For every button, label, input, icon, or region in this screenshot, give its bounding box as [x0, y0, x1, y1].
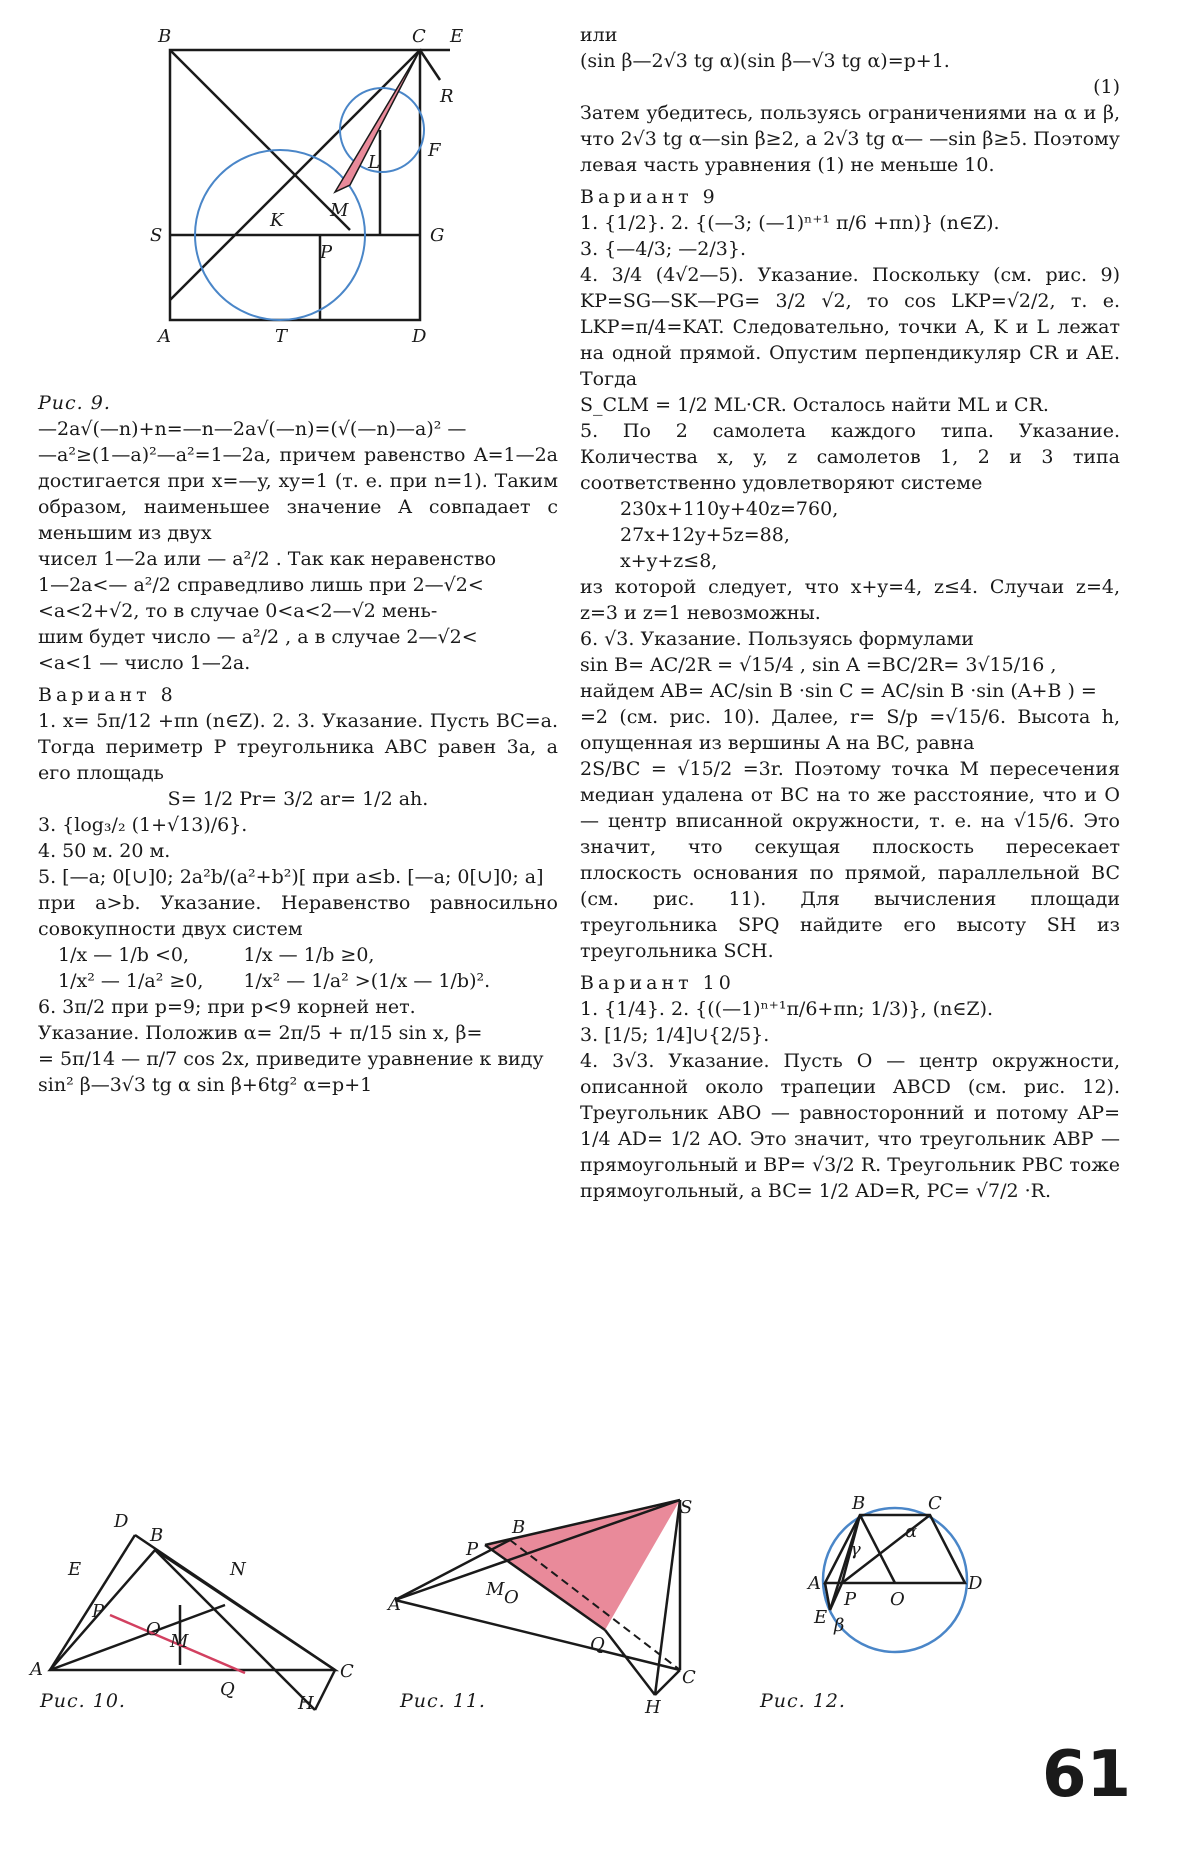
v9-item-1: 1. {1/2}. 2. {(—3; (—1)ⁿ⁺¹ π/6 +πn)} (n∈Z). [580, 212, 1000, 234]
v8-item-6c: = 5π/14 — π/7 cos 2x, приведите уравнение к виду [38, 1048, 544, 1070]
right-text-2: Затем убедитесь, пользуясь ограничениями на α и β, что 2√3 tg α—sin β≥2, а 2√3 tg α— —sin β≥5. Поэтому левая часть уравнения (1) не меньше 10. [580, 102, 1120, 176]
left-text-4: 1—2a<— a²/2 справедливо лишь при 2—√2< [38, 574, 484, 596]
fig9-label-G: G [430, 225, 445, 246]
v9-item-6b: sin B= AC/2R = √15/4 , sin A =BC/2R= 3√15/16 , [580, 654, 1057, 676]
fig11-caption: Рис. 11. [400, 1690, 486, 1712]
fig12-label-A: A [808, 1573, 821, 1594]
fig10-label-M: M [170, 1631, 189, 1652]
v10-item-1: 1. {1/4}. 2. {((—1)ⁿ⁺¹π/6+πn; 1/3)}, (n∈Z). [580, 998, 994, 1020]
right-text-1: или [580, 24, 618, 46]
fig12-label-alpha: α [905, 1521, 918, 1542]
variant-8-heading: Вариант 8 [38, 684, 177, 706]
fig9-label-T: T [275, 326, 288, 347]
v10-item-3: 3. [1/5; 1/4]∪{2/5}. [580, 1024, 770, 1046]
sys-a2: 1/x² — 1/a² ≥0, [58, 970, 204, 992]
fig11-label-H: H [645, 1697, 661, 1718]
v9-item-3: 3. {—4/3; —2/3}. [580, 238, 746, 260]
left-text-5: <a<2+√2, то в случае 0<a<2—√2 мень- [38, 600, 438, 622]
fig12-label-beta: β [834, 1615, 845, 1636]
v8-item-6: 6. 3π/2 при p=9; при p<9 корней нет. [38, 996, 416, 1018]
fig9-label-D: D [412, 326, 427, 347]
fig12-label-P: P [844, 1589, 857, 1610]
v9-item-5: 5. По 2 самолета каждого типа. Указание. Количества x, y, z самолетов 1, 2 и 3 типа соответственно удовлетворяют системе [580, 420, 1120, 494]
sys-b1: 1/x — 1/b ≥0, [243, 944, 375, 966]
fig10-label-C: C [340, 1661, 354, 1682]
fig10-label-N: N [230, 1559, 246, 1580]
v8-system [38, 942, 558, 994]
fig11-label-M: M [486, 1579, 505, 1600]
fig11-label-A: A [388, 1594, 401, 1615]
fig12-label-gamma: γ [850, 1539, 861, 1560]
v8-item-3: 3. {log₃/₂ (1+√13)/6}. [38, 814, 248, 836]
v9-item-6: 6. √3. Указание. Пользуясь формулами [580, 628, 974, 650]
page-number: 61 [1042, 1738, 1132, 1812]
v8-item-6b: Указание. Положив α= 2π/5 + π/15 sin x, β= [38, 1022, 483, 1044]
fig9-label-M: M [330, 200, 349, 221]
sys9-1: 230x+110y+40z=760, [620, 498, 839, 520]
left-column [38, 390, 558, 1098]
right-equation-1: (sin β—2√3 tg α)(sin β—√3 tg α)=p+1. [580, 50, 950, 72]
fig11-label-S: S [680, 1497, 693, 1518]
fig12-label-D: D [968, 1573, 983, 1594]
v8-item-5b: при a>b. Указание. Неравенство равносильно совокупности двух систем [38, 892, 558, 940]
fig10-label-Q: Q [220, 1679, 235, 1700]
fig9-caption: Рис. 9. [38, 392, 111, 414]
fig10-label-A: A [30, 1659, 43, 1680]
fig11-label-B: B [512, 1517, 526, 1538]
v9-item-6d: =2 (см. рис. 10). Далее, r= S/p =√15/6. Высота h, опущенная из вершины A на BC, равна [580, 706, 1120, 754]
figure-10 [30, 1495, 370, 1715]
left-text-7: <a<1 — число 1—2a. [38, 652, 251, 674]
fig9-label-L: L [368, 152, 380, 173]
fig11-label-Q: Q [590, 1634, 605, 1655]
sys-a1: 1/x — 1/b <0, [58, 944, 190, 966]
fig12-caption: Рис. 12. [760, 1690, 846, 1712]
figure-11 [388, 1495, 720, 1718]
equation-number: (1) [1093, 76, 1120, 98]
v10-item-4: 4. 3√3. Указание. Пусть O — центр окружности, описанной около трапеции ABCD (см. рис. 12). Треугольник ABO — равносторонний и потому AP= 1/4 AD= 1/2 AO. Это значит, что треугольник ABP — прямоугольный и BP= √3/2 R. Треугольник PBC тоже прямоугольный, а BC= 1/2 AD=R, PC= √7/2 ·R. [580, 1050, 1120, 1202]
fig12-label-C: C [928, 1493, 942, 1514]
fig12-label-O: O [890, 1589, 905, 1610]
fig9-label-R: R [440, 86, 454, 107]
fig11-label-O: O [504, 1587, 519, 1608]
v8-area-formula: S= 1/2 Pr= 3/2 ar= 1/2 ah. [167, 788, 429, 810]
left-text-1: —2a√(—n)+n=—n—2a√(—n)=(√(—n)—a)² — [38, 418, 467, 440]
variant-10-heading: Вариант 10 [580, 972, 735, 994]
right-column [580, 22, 1120, 1204]
v9-system [580, 496, 1120, 574]
fig10-label-E: E [68, 1559, 82, 1580]
fig10-label-H: H [298, 1693, 314, 1714]
fig9-label-C: C [412, 26, 426, 47]
sys-b2: 1/x² — 1/a² >(1/x — 1/b)². [243, 970, 491, 992]
v8-item-4: 4. 50 м. 20 м. [38, 840, 171, 862]
v8-item-5a: 5. [—a; 0[∪]0; 2a²b/(a²+b²)[ при a≤b. [—a; 0[∪]0; a] [38, 866, 544, 888]
fig10-label-P: P [92, 1601, 105, 1622]
fig10-label-O: O [146, 1619, 161, 1640]
variant-9-heading: Вариант 9 [580, 186, 719, 208]
fig12-label-B: B [852, 1493, 866, 1514]
fig9-label-E: E [450, 26, 464, 47]
fig12-label-E: E [814, 1607, 828, 1628]
fig9-label-B: B [158, 26, 172, 47]
fig9-label-F: F [428, 140, 441, 161]
fig9-label-S: S [150, 225, 163, 246]
v9-item-6e: 2S/BC = √15/2 =3r. Поэтому точка M пересечения медиан удалена от BC на то же расстояние, что и O — центр вписанной окружности, т. е. на √15/6. Это значит, что секущая плоскость пересекает плоскость основания по прямой, параллельной BC (см. рис. 11). Для вычисления площади треугольника SPQ найдите его высоту SH из треугольника SCH. [580, 758, 1120, 962]
v9-item-4b: S_CLM = 1/2 ML·CR. Осталось найти ML и CR. [580, 394, 1049, 416]
v9-item-6c: найдем AB= AC/sin B ·sin C = AC/sin B ·sin (A+B ) = [580, 680, 1097, 702]
fig9-label-A: A [158, 326, 171, 347]
v8-item-6d: sin² β—3√3 tg α sin β+6tg² α=p+1 [38, 1074, 373, 1096]
sys9-3: x+y+z≤8, [620, 550, 718, 572]
fig10-label-B: B [150, 1525, 164, 1546]
sys9-2: 27x+12y+5z=88, [620, 524, 790, 546]
fig9-label-P: P [320, 242, 333, 263]
figure-12 [800, 1495, 1030, 1675]
fig9-label-K: K [270, 210, 284, 231]
fig11-label-P: P [466, 1539, 479, 1560]
fig10-caption: Рис. 10. [40, 1690, 126, 1712]
figure-9 [150, 20, 480, 380]
v9-item-4: 4. 3/4 (4√2—5). Указание. Поскольку (см. рис. 9) KP=SG—SK—PG= 3/2 √2, то cos LKP=√2/2, т. е. LKP=π/4=KAT. Следовательно, точки A, K и L лежат на одной прямой. Опустим перпендикуляр CR и AE. Тогда [580, 264, 1120, 390]
left-text-2: —a²≥(1—a)²—a²=1—2a, причем равенство A=1—2a достигается при x=—y, xy=1 (т. е. при n=1). Таким образом, наименьшее значение A совпадает с меньшим из двух [38, 444, 558, 544]
left-text-6: шим будет число — a²/2 , а в случае 2—√2< [38, 626, 478, 648]
v8-item-1: 1. x= 5π/12 +πn (n∈Z). 2. 3. Указание. Пусть BC=a. Тогда периметр P треугольника ABC равен 3a, а его площадь [38, 710, 558, 784]
left-text-3: чисел 1—2a или — a²/2 . Так как неравенство [38, 548, 497, 570]
fig10-label-D: D [114, 1511, 129, 1532]
fig11-label-C: C [682, 1667, 696, 1688]
v9-item-5b: из которой следует, что x+y=4, z≤4. Случаи z=4, z=3 и z=1 невозможны. [580, 576, 1120, 624]
